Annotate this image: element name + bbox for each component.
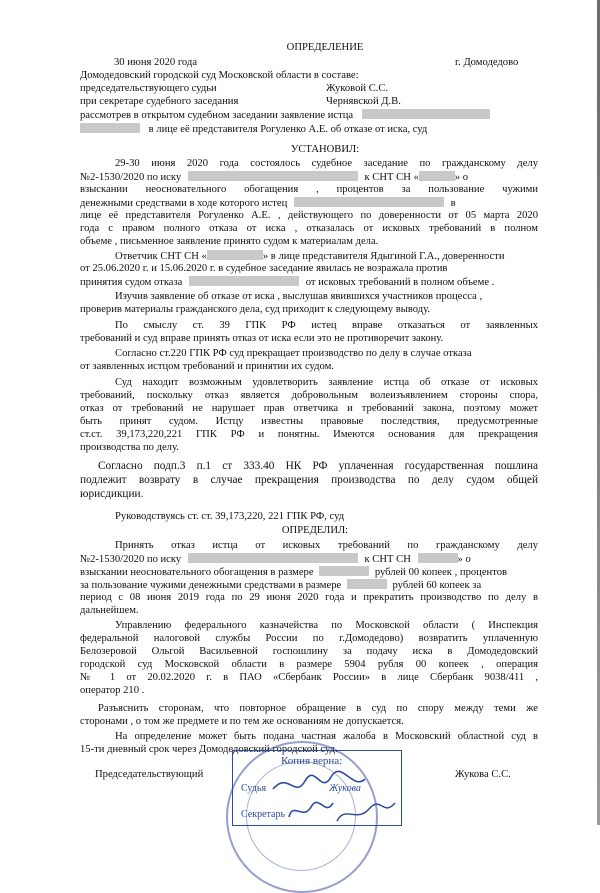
redaction	[347, 579, 387, 589]
p2-line-2: от 25.06.2020 г. и 15.06.2020 г. в судебное заседание явилась не возражала против	[80, 263, 448, 274]
redaction	[294, 197, 444, 207]
p1-line-7: объеме , письменное заявление принято судом к материалам дела.	[80, 236, 379, 247]
stamp-judge-label: Судья	[241, 783, 267, 794]
p6-line-5: ст.ст. 39,173,220,221 ГПК РФ и понятны. Имеются основания для прекращения	[80, 429, 538, 440]
p8-line-3: взыскании неосновательного обогащения в размере рублей 00 копеек , процентов	[80, 567, 507, 578]
court-composition: Домодедовский городской суд Московской области в составе:	[80, 70, 359, 81]
p5-line-2: от заявленных истцом требований и принятии их судом.	[80, 361, 334, 372]
document-date: 30 июня 2020 года	[114, 57, 198, 68]
p6-line-1: Суд находит возможным удовлетворить заявление истца об отказе от исковых	[115, 377, 538, 388]
p11-line-2: 15-ти дневный срок через Домодедовский городской суд.	[80, 744, 338, 755]
handwritten-signatures	[233, 751, 401, 825]
p7-line-2: подлежит возврату в случае прекращения производства по делу судом общей	[80, 474, 538, 486]
judge-name: Жуковой С.С.	[326, 83, 389, 94]
p9-line-5: № 1 от 20.02.2020 г. в ПАО «Сбербанк России» в лице Сбербанк 9038/411 ,	[80, 672, 538, 683]
p7-line-3: юрисдикции.	[80, 488, 144, 500]
stamp-title: Копия верна:	[281, 755, 343, 767]
secretary-role: при секретаре судебного заседания	[80, 96, 239, 107]
considering-line: рассмотрев в открытом судебном заседании заявление истца	[80, 109, 490, 122]
p9-line-1: Управлению федерального казначейства по Московской области ( Инспекция	[115, 620, 538, 631]
p6-line-6: производства по делу.	[80, 442, 179, 453]
redaction	[189, 276, 299, 286]
p10-line-2: сторонами , о том же предмете и по тем же основаниям не допускается.	[80, 716, 404, 727]
p9-line-6: оператор 210 .	[80, 685, 145, 696]
p1-line-3: взыскании неосновательного обогащения , процентов за пользование чужими	[80, 184, 538, 195]
p8-line-4: за пользование чужими денежными средствами в размере рублей 60 копеек за	[80, 580, 482, 591]
redaction	[419, 171, 455, 181]
presiding-label: Председательствующий	[95, 769, 204, 780]
p1-line-1: 29-30 июня 2020 года состоялось судебное заседание по гражданскому делу	[115, 158, 538, 169]
p9-line-3: Белозеровой Ольгой Васильевной госпошлину за подачу иска в Домодедовский	[80, 646, 538, 657]
p8-line-1: Принять отказ истца от исковых требований по гражданскому делу	[115, 540, 538, 551]
p8-line-2: №2-1530/2020 по иску к СНТ СН » о	[80, 554, 471, 565]
redaction	[188, 171, 358, 181]
document-city: г. Домодедово	[455, 57, 519, 68]
p9-line-2: федеральной налоговой службы России по г.Домодедово) возвратить уплаченную	[80, 633, 538, 644]
p1-line-5: лице её представителя Рогуленко А.Е. , действующего по доверенности от 05 марта 2020	[80, 210, 538, 221]
p1-line-6: года с правом полного отказа от иска , отказалась от исковых требований в полном	[80, 223, 538, 234]
p11-line-1: На определение может быть подана частная жалоба в Московский областной суд в	[115, 731, 538, 742]
judge-role: председательствующего судьи	[80, 83, 217, 94]
p7-line-1: Согласно подп.3 п.1 ст 333.40 НК РФ уплаченная государственная пошлина	[98, 460, 538, 472]
p1-line-2: №2-1530/2020 по иску к СНТ СН « » о	[80, 172, 469, 183]
redaction	[418, 553, 458, 563]
p8-line-5: период с 08 июня 2019 года по 29 июня 2020 года и прекратить производство по делу в	[80, 592, 538, 603]
presiding-name: Жукова С.С.	[455, 769, 511, 780]
redaction	[319, 566, 369, 576]
p3-line-2: проверив материалы гражданского дела, суд приходит к следующему выводу.	[80, 304, 431, 315]
p8-line-6: дальнейшем.	[80, 605, 139, 616]
redaction	[362, 109, 490, 119]
p6-line-3: отказ от требований не нарушает прав ответчика и требований закона, поэтому может	[80, 403, 538, 414]
p1-line-4: денежными средствами в ходе которого истец в	[80, 198, 456, 209]
stamp-judge-name: Жукова	[329, 783, 361, 794]
established-heading: УСТАНОВИЛ:	[290, 144, 360, 155]
secretary-name: Чернявской Д.В.	[326, 96, 401, 107]
p4-line-1: По смыслу ст. 39 ГПК РФ истец вправе отказаться от заявленных	[115, 320, 538, 331]
document-title: ОПРЕДЕЛЕНИЕ	[286, 42, 364, 53]
p5-line-1: Согласно ст.220 ГПК РФ суд прекращает производство по делу в случае отказа	[115, 348, 472, 359]
p2-line-3: принятия судом отказа от исковых требований в полном объеме .	[80, 277, 495, 288]
redaction	[207, 250, 263, 260]
p3-line-1: Изучив заявление об отказе от иска , выслушав явившихся участников процесса ,	[115, 291, 483, 302]
stamp-secretary-label: Секретарь	[241, 809, 286, 820]
redaction	[188, 553, 358, 563]
p6-line-2: требований, поскольку отказ является добровольным волеизъявлением стороны спора,	[80, 390, 538, 401]
p9-line-4: городской суд Московской области в размере 5904 рубля 00 копеек , операция	[80, 659, 538, 670]
guided-by: Руководствуясь ст. ст. 39,173,220, 221 ГПК РФ, суд	[115, 511, 345, 522]
copy-certified-stamp	[232, 750, 402, 826]
p2-line-1: Ответчик СНТ СН « » в лице представителя Ядыгиной Г.А., доверенности	[115, 251, 505, 262]
redaction	[80, 123, 140, 133]
p6-line-4: быть принят судом. Истцу известны правовые последствия, предусмотренные	[80, 416, 538, 427]
determined-heading: ОПРЕДЕЛИЛ:	[281, 525, 349, 536]
p10-line-1: Разъяснить сторонам, что повторное обращение в суд по спору между теми же	[98, 703, 538, 714]
representative-line: в лице её представителя Рогуленко А.Е. об отказе от иска, суд	[80, 123, 427, 136]
p4-line-2: требований и суд вправе принять отказ от иска если это не противоречит закону.	[80, 333, 444, 344]
